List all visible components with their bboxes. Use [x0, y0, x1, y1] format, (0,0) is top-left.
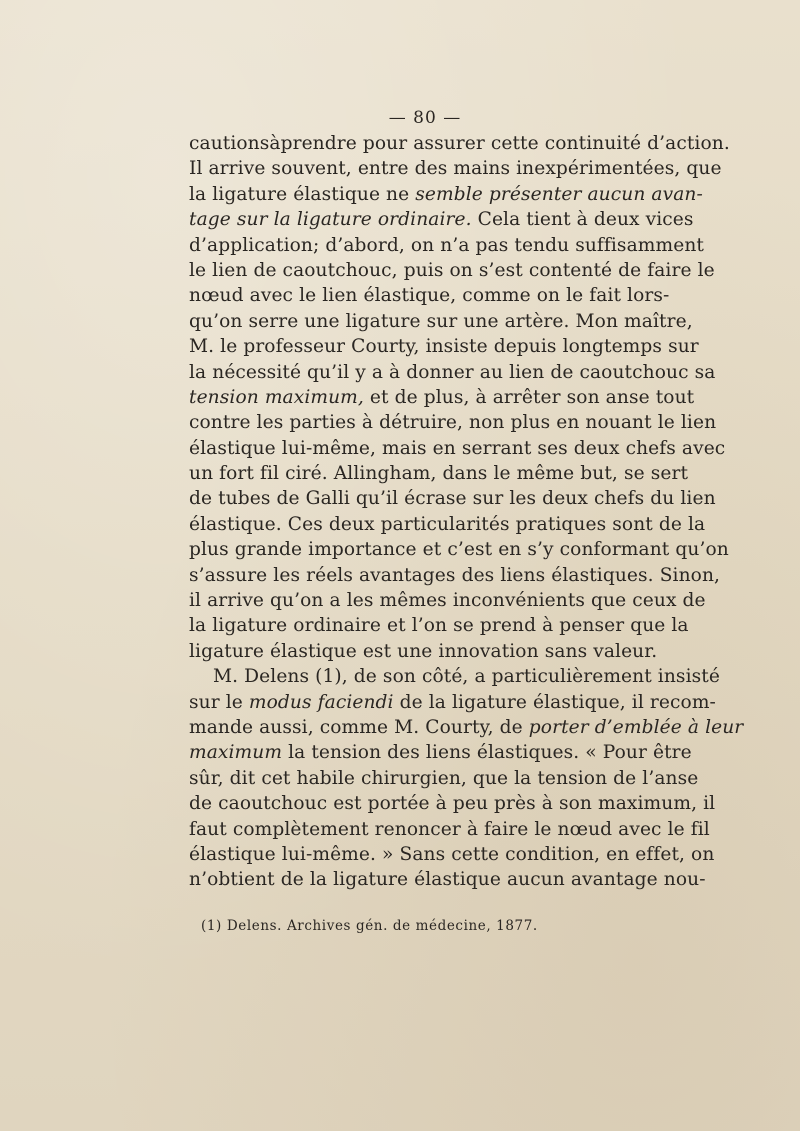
italic-text: tage sur la ligature ordinaire. — [189, 209, 472, 231]
text-run: Cela tient à deux vices — [471, 209, 694, 231]
text-run: il arrive qu’on a les mêmes inconvénients que ceux de — [189, 590, 706, 612]
text-run: ligature élastique est une innovation sans valeur. — [189, 640, 658, 662]
text-line — [189, 791, 716, 816]
text-run: s’assure les réels avantages des liens élastiques. Sinon, — [189, 564, 721, 586]
text-line — [189, 690, 716, 715]
text-line — [189, 131, 730, 156]
text-line — [189, 309, 693, 334]
text-run: nœud avec le lien élastique, comme on le fait lors- — [189, 285, 670, 307]
text-line — [189, 817, 710, 842]
text-line — [189, 233, 704, 258]
text-run: cautionsàprendre pour assurer cette continuité d’action. — [189, 133, 730, 154]
text-line — [189, 436, 726, 461]
italic-text: semble présenter aucun avan- — [415, 183, 703, 205]
text-line — [189, 385, 695, 410]
text-line — [189, 588, 706, 613]
text-line — [189, 182, 703, 207]
text-run: la ligature ordinaire et l’on se prend à penser que la — [189, 615, 689, 637]
text-run: le lien de caoutchouc, puis on s’est contenté de faire le — [189, 259, 715, 281]
text-line — [189, 537, 729, 562]
text-run: de la ligature élastique, il recom- — [393, 691, 716, 713]
text-run: un fort fil ciré. Allingham, dans le même but, se sert — [189, 463, 689, 485]
text-run: M. le professeur Courty, insiste depuis longtemps sur — [189, 336, 699, 358]
footnote: (1) Delens. Archives gén. de médecine, 1877. — [201, 918, 538, 934]
text-run: la tension des liens élastiques. « Pour être — [282, 742, 692, 764]
text-line — [189, 867, 706, 892]
text-line — [189, 283, 670, 308]
text-line — [189, 613, 689, 638]
text-line — [189, 334, 699, 359]
text-line — [189, 360, 716, 385]
text-line — [189, 740, 692, 765]
text-line — [189, 410, 717, 435]
body-text — [189, 131, 744, 893]
text-run: qu’on serre une ligature sur une artère. Mon maître, — [189, 310, 693, 332]
italic-text: tension maximum, — [189, 386, 364, 408]
italic-text: maximum — [189, 742, 283, 764]
text-run: mande aussi, comme M. Courty, de — [189, 716, 529, 738]
text-run: n’obtient de la ligature élastique aucun avantage nou- — [189, 869, 706, 891]
text-line — [189, 512, 706, 537]
text-line — [189, 639, 667, 664]
text-line — [189, 842, 715, 867]
text-run: la ligature élastique ne — [189, 183, 416, 205]
text-line — [189, 486, 716, 511]
text-run: d’application; d’abord, on n’a pas tendu suffisamment — [189, 234, 704, 256]
text-run: sûr, dit cet habile chirurgien, que la tension de l’anse — [189, 767, 699, 789]
text-line — [189, 766, 699, 791]
text-run: élastique lui-même. » Sans cette condition, en effet, on — [189, 843, 715, 865]
text-run: Il arrive souvent, entre des mains inexpérimentées, que — [189, 158, 722, 180]
page-number: — 80 — — [388, 108, 462, 128]
text-run: de tubes de Galli qu’il écrase sur les deux chefs du lien — [189, 488, 716, 510]
text-run: sur le — [189, 691, 249, 713]
text-run: faut complètement renoncer à faire le nœud avec le fil — [189, 818, 710, 840]
text-line — [189, 461, 689, 486]
text-line — [189, 207, 694, 232]
text-line — [189, 664, 720, 689]
text-run: élastique. Ces deux particularités pratiques sont de la — [189, 513, 706, 535]
text-run: contre les parties à détruire, non plus en nouant le lien — [189, 412, 717, 434]
text-line — [189, 258, 715, 283]
text-run: M. Delens (1), de son côté, a particulièrement insisté — [213, 666, 720, 688]
text-run: et de plus, à arrêter son anse tout — [363, 386, 695, 408]
italic-text: modus faciendi — [248, 691, 394, 713]
italic-text: porter d’emblée à leur — [528, 716, 744, 738]
text-run: plus grande importance et c’est en s’y conformant qu’on — [189, 539, 729, 561]
text-line — [189, 156, 722, 181]
text-run: la nécessité qu’il y a à donner au lien de caoutchouc sa — [189, 361, 716, 383]
text-line — [189, 563, 721, 588]
text-run: de caoutchouc est portée à peu près à son maximum, il — [189, 793, 716, 815]
text-run: élastique lui-même, mais en serrant ses deux chefs avec — [189, 437, 726, 459]
text-line — [189, 715, 744, 740]
